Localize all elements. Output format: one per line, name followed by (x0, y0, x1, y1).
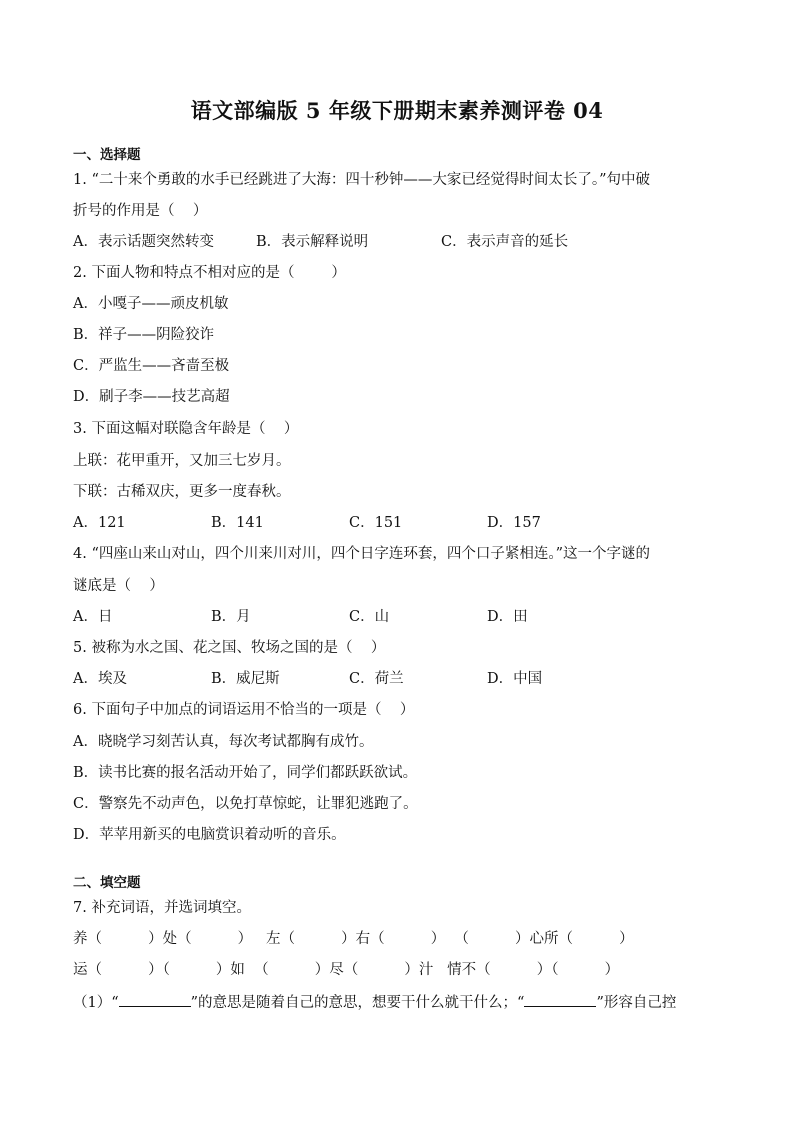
section-heading-fill-in: 二、填空题 (73, 875, 141, 891)
question-7-stem: 7. 补充词语，并选词填空。 (73, 900, 251, 916)
question-4-line-1: 4. “四座山来山对山，四个川来川对川，四个日字连环套，四个口子紧相连。”这一个字谜的 (73, 546, 651, 562)
question-5-option-d: D．中国 (487, 671, 543, 687)
question-6-stem: 6. 下面句子中加点的词语运用不恰当的一项是（ ） (73, 702, 415, 718)
question-4-option-c: C．山 (349, 609, 390, 625)
question-1-option-c: C．表示声音的延长 (441, 234, 569, 250)
question-3-option-c: C．151 (349, 515, 403, 531)
answer-blank-2[interactable] (524, 992, 596, 1007)
question-7-word-row-1: 养（ ）处（ ） 左（ ）右（ ） （ ）心所（ ） (73, 931, 634, 947)
question-3-upper-couplet: 上联：花甲重开，又加三七岁月。 (73, 453, 291, 469)
sub1-suffix: ”形容自己控 (596, 995, 677, 1011)
question-3-option-d: D．157 (487, 515, 541, 531)
sub1-prefix: （1）“ (73, 995, 119, 1011)
question-3-option-a: A．121 (73, 515, 126, 531)
question-4-option-b: B．月 (211, 609, 251, 625)
sub1-middle: ”的意思是随着自己的意思，想要干什么就干什么；“ (190, 995, 525, 1011)
question-7-subquestion-1 (73, 992, 676, 1013)
question-7-word-row-2: 运（ ）（ ）如 （ ）尽（ ）汁 情不（ ）（ ） (73, 962, 620, 978)
question-6-option-d: D．苹苹用新买的电脑赏识着动听的音乐。 (73, 827, 346, 843)
question-2-option-c: C．严监生——吝啬至极 (73, 358, 230, 374)
question-5-option-a: A．埃及 (73, 671, 127, 687)
question-6-option-a: A．晓晓学习刻苦认真，每次考试都胸有成竹。 (73, 734, 374, 750)
question-3-stem: 3. 下面这幅对联隐含年龄是（ ） (73, 421, 299, 437)
answer-blank-1[interactable] (119, 992, 191, 1007)
question-2-option-b: B．祥子——阴险狡诈 (73, 327, 215, 343)
question-1-line-1: 1. “二十来个勇敢的水手已经跳进了大海：四十秒钟——大家已经觉得时间太长了。”句中破 (73, 172, 651, 188)
question-2-option-a: A．小嘎子——顽皮机敏 (73, 296, 229, 312)
question-5-option-c: C．荷兰 (349, 671, 404, 687)
question-2-option-d: D．刷子李——技艺高超 (73, 389, 230, 405)
question-4-option-d: D．田 (487, 609, 528, 625)
question-4-option-a: A．日 (73, 609, 113, 625)
question-4-line-2: 谜底是（ ） (73, 578, 164, 594)
question-3-option-b: B．141 (211, 515, 264, 531)
question-1-line-2: 折号的作用是（ ） (73, 203, 208, 219)
question-5-option-b: B．威尼斯 (211, 671, 280, 687)
page-title: 语文部编版 5 年级下册期末素养测评卷 04 (190, 98, 604, 123)
question-5-stem: 5. 被称为水之国、花之国、牧场之国的是（ ） (73, 640, 386, 656)
section-heading-choice: 一、选择题 (73, 147, 141, 163)
question-1-option-a: A．表示话题突然转变 (73, 234, 214, 250)
question-1-option-b: B．表示解释说明 (256, 234, 369, 250)
question-2-stem: 2. 下面人物和特点不相对应的是（ ） (73, 265, 346, 281)
question-6-option-c: C．警察先不动声色，以免打草惊蛇，让罪犯逃跑了。 (73, 796, 418, 812)
question-3-lower-couplet: 下联：古稀双庆，更多一度春秋。 (73, 484, 291, 500)
question-6-option-b: B．读书比赛的报名活动开始了，同学们都跃跃欲试。 (73, 765, 418, 781)
